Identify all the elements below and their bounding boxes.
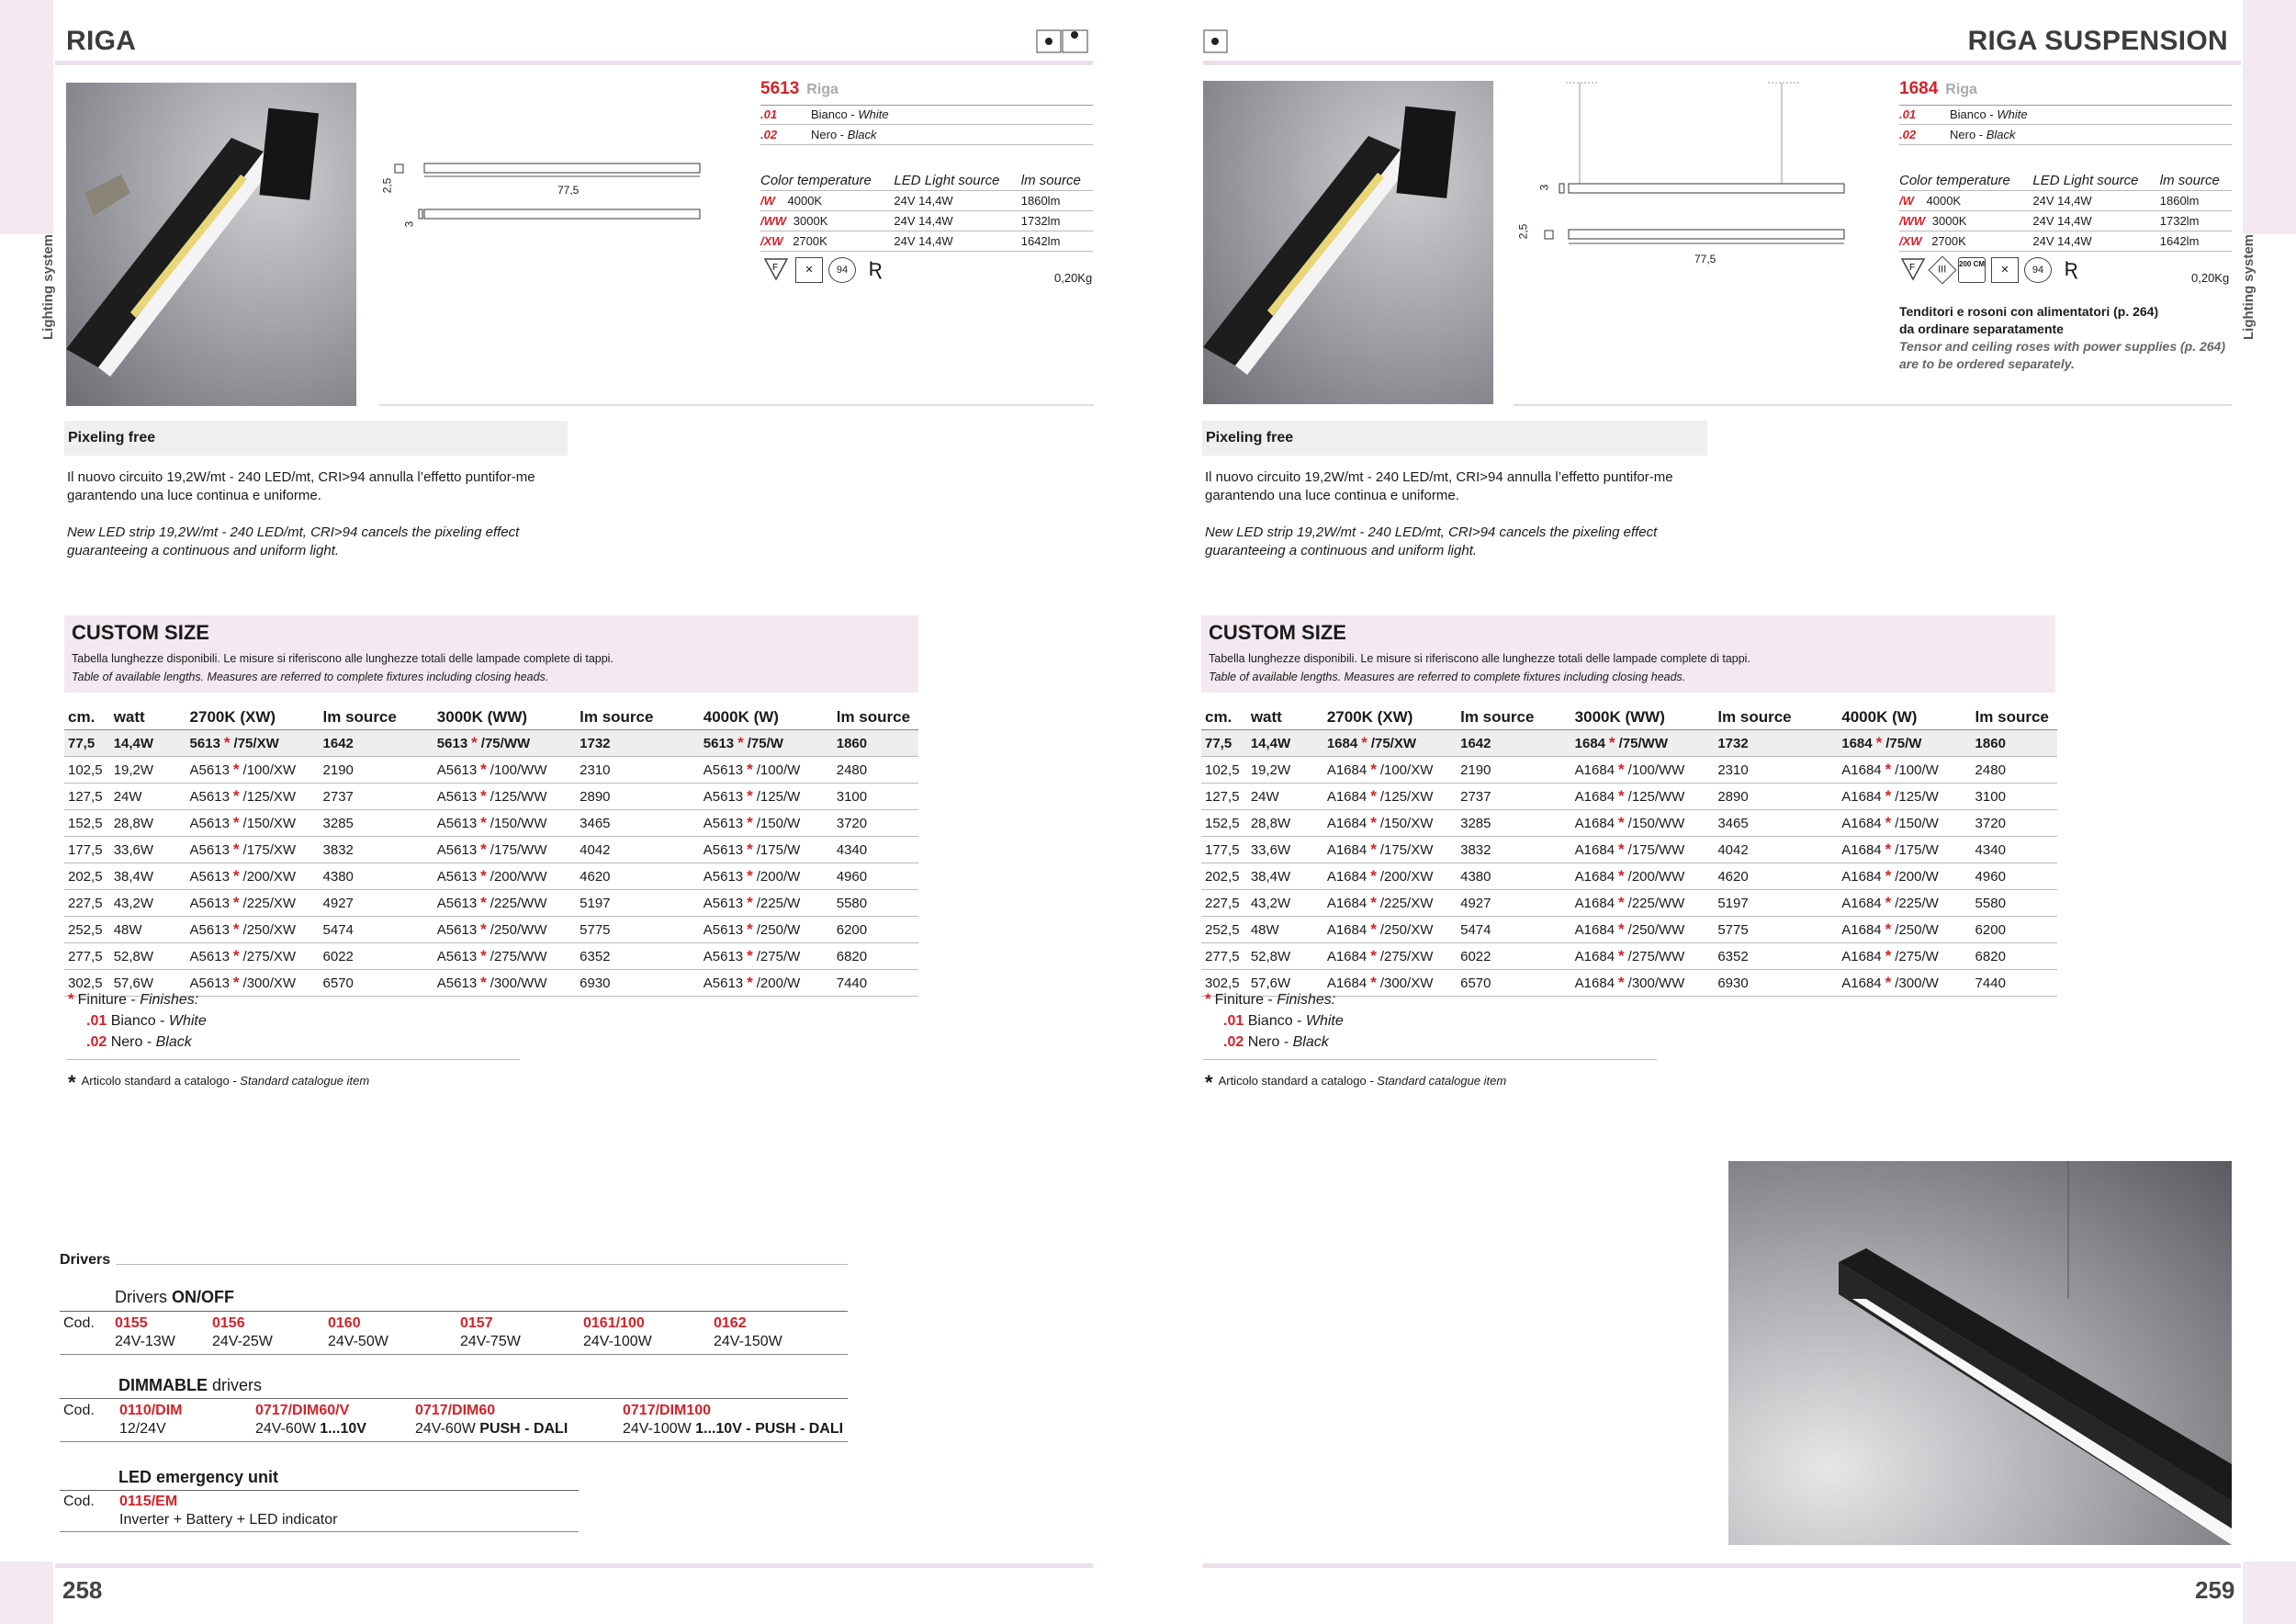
dim-height-1: 2,5 [380, 177, 394, 194]
side-label: Lighting system [40, 233, 56, 340]
cable-length-icon: 200 CM [1958, 257, 1986, 283]
dim-width-right: 77,5 [1694, 253, 1716, 265]
driver-spec: 24V-50W [328, 1334, 388, 1349]
no-insulation-icon: ✕ [1991, 257, 2019, 283]
page-number-right: 259 [2195, 1576, 2235, 1604]
right-edge-tab [2243, 0, 2296, 234]
cert-icons-right [1899, 257, 2090, 283]
table-row: 227,5 43,2W A5613 * /225/XW 4927 A5613 * /225/WW 5197 A5613 * /225/W 5580 [64, 890, 918, 917]
footer-rule-right [1203, 1563, 2241, 1568]
right-edge-tab-bottom [2243, 1562, 2296, 1624]
page-number-left: 258 [62, 1576, 103, 1604]
cod-label: Cod. [63, 1403, 95, 1418]
page-title-right: RIGA SUSPENSION [1967, 26, 2228, 56]
driver-spec: 24V-60W PUSH - DALI [415, 1421, 568, 1437]
title-rule [55, 61, 1093, 65]
custom-size-it: Tabella lunghezze disponibili. Le misure si riferiscono alle lunghezze totali delle lampade complete di tappi. [1209, 652, 1750, 665]
table-row: 77,5 14,4W 5613 * /75/XW 1642 5613 * /75/WW 1732 5613 * /75/W 1860 [64, 730, 918, 757]
driver-code: 0717/DIM60/V [255, 1403, 350, 1418]
finish-rule-right [1203, 1059, 1657, 1060]
onoff-rule [60, 1311, 848, 1312]
emergency-title: LED emergency unit [118, 1468, 279, 1486]
table-row: 302,5 57,6W A5613 * /300/XW 6570 A5613 * /300/WW 6930 A5613 * /200/W 7440 [64, 970, 918, 997]
side-label-right: Lighting system [2241, 233, 2257, 340]
onoff-title: Drivers ON/OFF [115, 1288, 234, 1306]
weight-right: 0,20Kg [2191, 271, 2230, 285]
dimension-drawing [377, 152, 707, 234]
custom-size-title: CUSTOM SIZE [72, 621, 209, 644]
dimmable-list [60, 1401, 848, 1441]
dim-height-right-1: 3 [1537, 184, 1551, 191]
suspension-note: Tenditori e rosoni con alimentatori (p. 264) da ordinare separatamente Tensor and ceiling roses with power supplies (p. 264) are to be ordered separately. [1899, 304, 2226, 371]
driver-code: 0156 [212, 1315, 245, 1331]
separator [379, 404, 1094, 406]
mount-icons [1036, 28, 1089, 53]
driver-code: 0162 [714, 1315, 747, 1331]
class-iii-icon: III [1928, 255, 1956, 284]
driver-code: 0717/DIM60 [415, 1403, 496, 1418]
custom-size-title: CUSTOM SIZE [1209, 621, 1346, 644]
mount-icon-right [1203, 28, 1229, 53]
cri-icon: 94 [2024, 257, 2052, 283]
custom-size-table-right [1201, 705, 2057, 997]
table-row: 102,5 19,2W A5613 * /100/XW 2190 A5613 * /100/WW 2310 A5613 * /100/W 2480 [64, 757, 918, 784]
table-header: cm. watt 2700K (XW) lm source 3000K (WW) lm source 4000K (W) lm source [64, 705, 918, 730]
em-code: 0115/EM [119, 1494, 178, 1509]
dim-width: 77,5 [557, 184, 580, 197]
pixeling-it: Il nuovo circuito 19,2W/mt - 240 LED/mt, CRI>94 annulla l’effetto puntifor-me garantendo una luce continua e uniforme. [67, 469, 535, 503]
table-row: 127,5 24W A1684 * /125/XW 2737 A1684 * /125/WW 2890 A1684 * /125/W 3100 [1201, 784, 2057, 810]
custom-size-box-right [1201, 615, 2055, 693]
left-edge-tab [0, 0, 53, 234]
left-edge-tab-bottom [0, 1562, 53, 1624]
table-row: 177,5 33,6W A5613 * /175/XW 3832 A5613 * /175/WW 4042 A5613 * /175/W 4340 [64, 837, 918, 863]
cert-icons [762, 257, 895, 283]
finish-table-right: .01 Bianco - White .02 Nero - Black [1899, 105, 2232, 145]
em-desc: Inverter + Battery + LED indicator [119, 1512, 338, 1528]
f-mark-icon [762, 257, 790, 283]
pixeling-en: New LED strip 19,2W/mt - 240 LED/mt, CRI>94 cancels the pixeling effect guaranteeing a continuous and uniform light. [67, 524, 520, 558]
cri-icon: 94 [828, 257, 856, 283]
table-row: 252,5 48W A5613 * /250/XW 5474 A5613 * /250/WW 5775 A5613 * /250/W 6200 [64, 917, 918, 943]
driver-spec: 24V-100W 1...10V - PUSH - DALI [623, 1421, 844, 1437]
driver-code: 0155 [115, 1315, 148, 1331]
separator-right [1514, 404, 2232, 406]
table-row: 177,5 33,6W A1684 * /175/XW 3832 A1684 * /175/WW 4042 A1684 * /175/W 4340 [1201, 837, 2057, 863]
product-code-right: 1684 Riga [1899, 79, 1977, 98]
onoff-bottom [60, 1354, 848, 1355]
finishes-note-right: * Finiture - Finishes: .01 Bianco - White .02 Nero - Black [1205, 990, 1344, 1050]
em-bottom [60, 1531, 579, 1532]
drivers-title: Drivers [60, 1252, 111, 1268]
custom-size-en: Table of available lengths. Measures are referred to complete fixtures including closing heads. [1209, 671, 1686, 683]
f-mark-icon [1899, 257, 1927, 283]
onoff-list [60, 1314, 848, 1354]
dim-height-right-2: 2,5 [1516, 223, 1530, 240]
finish-rule [66, 1059, 520, 1060]
table-row: 152,5 28,8W A1684 * /150/XW 3285 A1684 * /150/WW 3465 A1684 * /150/W 3720 [1201, 810, 2057, 837]
table-row: 252,5 48W A1684 * /250/XW 5474 A1684 * /250/WW 5775 A1684 * /250/W 6200 [1201, 917, 2057, 943]
table-row: 202,5 38,4W A1684 * /200/XW 4380 A1684 * /200/WW 4620 A1684 * /200/W 4960 [1201, 863, 2057, 890]
cod-label: Cod. [63, 1315, 95, 1331]
driver-spec: 24V-60W 1...10V [255, 1421, 366, 1437]
dimmable-title: DIMMABLE drivers [118, 1376, 263, 1394]
driver-code: 0161/100 [583, 1315, 645, 1331]
table-row: 202,5 38,4W A5613 * /200/XW 4380 A5613 * /200/WW 4620 A5613 * /200/W 4960 [64, 863, 918, 890]
pixeling-en-right: New LED strip 19,2W/mt - 240 LED/mt, CRI>94 cancels the pixeling effect guaranteeing a continuous and uniform light. [1205, 524, 1658, 558]
em-rule [60, 1490, 579, 1491]
svg-text:F: F [1909, 263, 1916, 273]
table-row: 277,5 52,8W A1684 * /275/XW 6022 A1684 * /275/WW 6352 A1684 * /275/W 6820 [1201, 943, 2057, 970]
custom-size-box [64, 615, 918, 693]
product-photo-right [1203, 81, 1493, 404]
dim-height-2: 3 [402, 220, 416, 228]
custom-size-en: Table of available lengths. Measures are referred to complete fixtures including closing heads. [72, 671, 549, 683]
footer-rule-left [55, 1563, 1093, 1568]
pixeling-it-right: Il nuovo circuito 19,2W/mt - 240 LED/mt, CRI>94 annulla l’effetto puntifor-me garantendo una luce continua e uniforme. [1205, 469, 1673, 503]
standard-note: * Articolo standard a catalogo - Standard catalogue item [68, 1071, 370, 1094]
dimension-drawing-right [1515, 78, 1855, 271]
finish-table: .01 Bianco - White .02 Nero - Black [760, 105, 1093, 145]
driver-code: 0717/DIM100 [623, 1403, 712, 1418]
no-insulation-icon: ✕ [795, 257, 823, 283]
page-title: RIGA [66, 26, 137, 56]
table-row: 127,5 24W A5613 * /125/XW 2737 A5613 * /125/WW 2890 A5613 * /125/W 3100 [64, 784, 918, 810]
spec-table: Color temperature LED Light source lm source /W 4000K 24V 14,4W 1860lm /WW 3000K 24V 14,4W 1732lm /XW 2700K 24V 14,4W 1642lm [760, 171, 1093, 252]
weight: 0,20Kg [1054, 271, 1093, 285]
driver-spec: 24V-150W [714, 1334, 782, 1349]
custom-size-table [64, 705, 918, 997]
table-row: 302,5 57,6W A1684 * /300/XW 6570 A1684 * /300/WW 6930 A1684 * /300/W 7440 [1201, 970, 2057, 997]
driver-spec: 24V-100W [583, 1334, 652, 1349]
custom-size-it: Tabella lunghezze disponibili. Le misure si riferiscono alle lunghezze totali delle lampade complete di tappi. [72, 652, 613, 665]
driver-spec: 24V-13W [115, 1334, 175, 1349]
pixeling-title: Pixeling free [64, 421, 568, 456]
finishes-note: * Finiture - Finishes: .01 Bianco - White .02 Nero - Black [68, 990, 207, 1050]
table-header: cm. watt 2700K (XW) lm source 3000K (WW) lm source 4000K (W) lm source [1201, 705, 2057, 730]
driver-spec: 24V-75W [460, 1334, 521, 1349]
driver-code: 0160 [328, 1315, 361, 1331]
dim-rule [60, 1398, 848, 1399]
pixeling-title-right: Pixeling free [1202, 421, 1707, 456]
driver-spec: 24V-25W [212, 1334, 273, 1349]
product-code: 5613 Riga [760, 79, 838, 98]
driver-code: 0110/DIM [119, 1403, 183, 1418]
product-photo [66, 83, 356, 406]
table-row: 277,5 52,8W A5613 * /275/XW 6022 A5613 * /275/WW 6352 A5613 * /275/W 6820 [64, 943, 918, 970]
spec-table-right: Color temperature LED Light source lm source /W 4000K 24V 14,4W 1860lm /WW 3000K 24V 14,4W 1732lm /XW 2700K 24V 14,4W 1642lm [1899, 171, 2232, 252]
dim-bottom [60, 1441, 848, 1442]
r-mark-icon: Ʀ [2064, 257, 2078, 280]
driver-code: 0157 [460, 1315, 493, 1331]
em-cod: Cod. [63, 1494, 95, 1509]
table-row: 77,5 14,4W 1684 * /75/XW 1642 1684 * /75/WW 1732 1684 * /75/W 1860 [1201, 730, 2057, 757]
drivers-rule [116, 1264, 848, 1265]
svg-text:F: F [772, 263, 779, 273]
table-row: 152,5 28,8W A5613 * /150/XW 3285 A5613 * /150/WW 3465 A5613 * /150/W 3720 [64, 810, 918, 837]
table-row: 227,5 43,2W A1684 * /225/XW 4927 A1684 * /225/WW 5197 A1684 * /225/W 5580 [1201, 890, 2057, 917]
table-row: 102,5 19,2W A1684 * /100/XW 2190 A1684 * /100/WW 2310 A1684 * /100/W 2480 [1201, 757, 2057, 784]
driver-spec: 12/24V [119, 1421, 166, 1437]
standard-note-right: * Articolo standard a catalogo - Standard catalogue item [1205, 1071, 1507, 1094]
installation-photo [1728, 1161, 2232, 1545]
title-rule-right [1203, 61, 2241, 65]
r-mark-icon: Ʀ [868, 257, 883, 280]
